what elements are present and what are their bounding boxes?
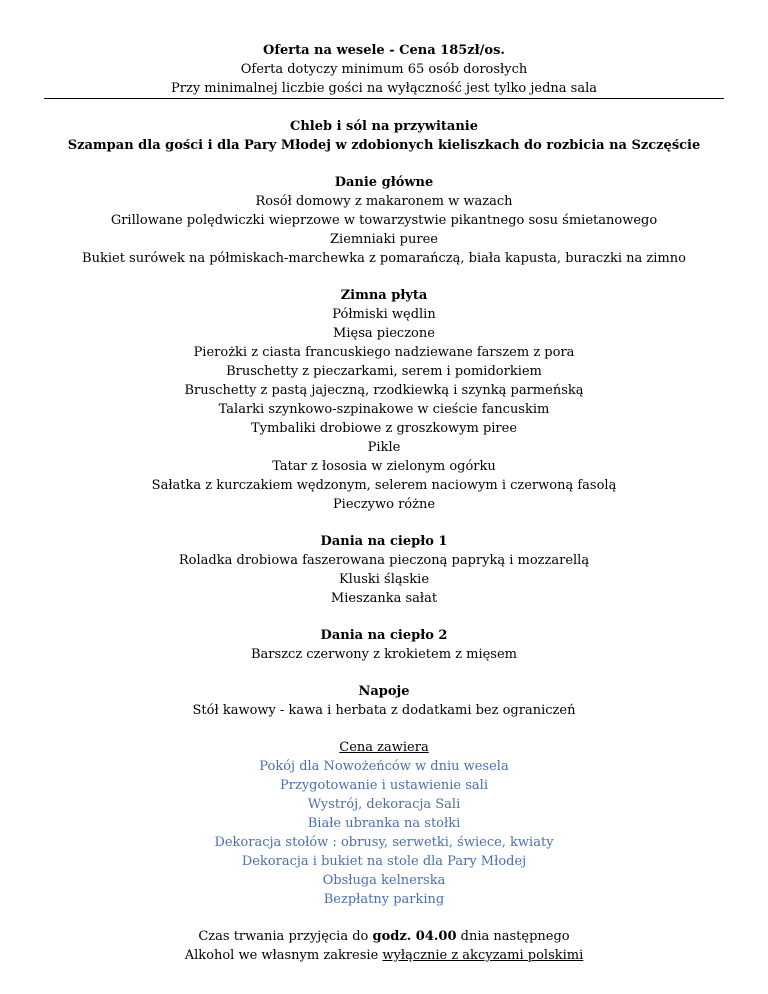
list-item: Pieczywo różne: [332, 497, 436, 512]
price-includes-section: [0, 738, 768, 909]
list-item: Kluski śląskie: [338, 572, 430, 587]
list-item: Grillowane polędwiczki wieprzowe w towarzystwie pikantnego sosu śmietanowego: [110, 213, 658, 228]
list-item: Mieszanka sałat: [330, 591, 438, 606]
duration-suffix: dnia następnego: [456, 929, 570, 944]
cold-plate-title: Zimna płyta: [340, 288, 428, 303]
footer-section: [0, 927, 768, 965]
list-item: Sałatka z kurczakiem wędzonym, selerem naciowym i czerwoną fasolą: [151, 478, 617, 493]
duration-time: godz. 04.00: [372, 929, 457, 944]
list-item: Ziemniaki puree: [330, 232, 438, 247]
main-course-title: Danie główne: [334, 175, 434, 190]
list-item: Stół kawowy - kawa i herbata z dodatkami bez ograniczeń: [192, 703, 576, 718]
duration-line: [0, 927, 768, 946]
main-course-section: [0, 173, 768, 268]
welcome-section: [0, 117, 768, 155]
list-item: Dekoracja stołów : obrusy, serwetki, świece, kwiaty: [214, 835, 554, 850]
hot-dishes-2-title: Dania na ciepło 2: [320, 628, 448, 643]
list-item: Dekoracja i bukiet na stole dla Pary Młodej: [241, 854, 527, 869]
list-item: Obsługa kelnerska: [322, 873, 446, 888]
list-item: Pokój dla Nowożeńców w dniu wesela: [259, 759, 509, 774]
list-item: Rosół domowy z makaronem w wazach: [255, 194, 513, 209]
drinks-title: Napoje: [358, 684, 410, 699]
list-item: Mięsa pieczone: [333, 326, 435, 341]
list-item: Tatar z łososia w zielonym ogórku: [272, 459, 496, 474]
list-item: Barszcz czerwony z krokietem z mięsem: [251, 647, 517, 662]
offer-title: Oferta na wesele - Cena 185zł/os.: [263, 43, 505, 58]
list-item: Pierożki z ciasta francuskiego nadziewane farszem z pora: [193, 345, 575, 360]
list-item: Tymbaliki drobiowe z groszkowym piree: [250, 421, 518, 436]
alcohol-excise-note: wyłącznie z akcyzami polskimi: [382, 948, 584, 963]
offer-exclusivity-note: Przy minimalnej liczbie gości na wyłączność jest tylko jedna sala: [171, 81, 597, 96]
list-item: Bezpłatny parking: [323, 892, 445, 907]
list-item: Półmiski wędlin: [332, 307, 436, 322]
list-item: Przygotowanie i ustawienie sali: [280, 778, 488, 793]
hot-dishes-1-section: [0, 532, 768, 608]
cold-plate-section: [0, 286, 768, 514]
welcome-bread-salt: Chleb i sól na przywitanie: [289, 119, 479, 134]
list-item: Wystrój, dekoracja Sali: [307, 797, 461, 812]
hot-dishes-1-title: Dania na ciepło 1: [320, 534, 448, 549]
list-item: Białe ubranka na stołki: [307, 816, 461, 831]
welcome-champagne: Szampan dla gości i dla Pary Młodej w zdobionych kieliszkach do rozbicia na Szczęście: [67, 138, 701, 153]
list-item: Bruschetty z pastą jajeczną, rzodkiewką i szynką parmeńską: [184, 383, 584, 398]
duration-prefix: Czas trwania przyjęcia do: [198, 929, 373, 944]
price-includes-title: Cena zawiera: [339, 740, 429, 755]
list-item: Bruschetty z pieczarkami, serem i pomidorkiem: [226, 364, 542, 379]
list-item: Talarki szynkowo-szpinakowe w cieście fancuskim: [218, 402, 550, 417]
list-item: Bukiet surówek na półmiskach-marchewka z pomarańczą, biała kapusta, buraczki na zimno: [82, 251, 686, 266]
alcohol-line: [0, 946, 768, 965]
hot-dishes-2-section: [0, 626, 768, 664]
offer-minimum-guests: Oferta dotyczy minimum 65 osób dorosłych: [240, 62, 528, 77]
alcohol-prefix: Alkohol we własnym zakresie: [184, 948, 383, 963]
list-item: Roladka drobiowa faszerowana pieczoną papryką i mozzarellą: [178, 553, 590, 568]
offer-header: [0, 0, 768, 98]
list-item: Pikle: [367, 440, 401, 455]
drinks-section: [0, 682, 768, 720]
